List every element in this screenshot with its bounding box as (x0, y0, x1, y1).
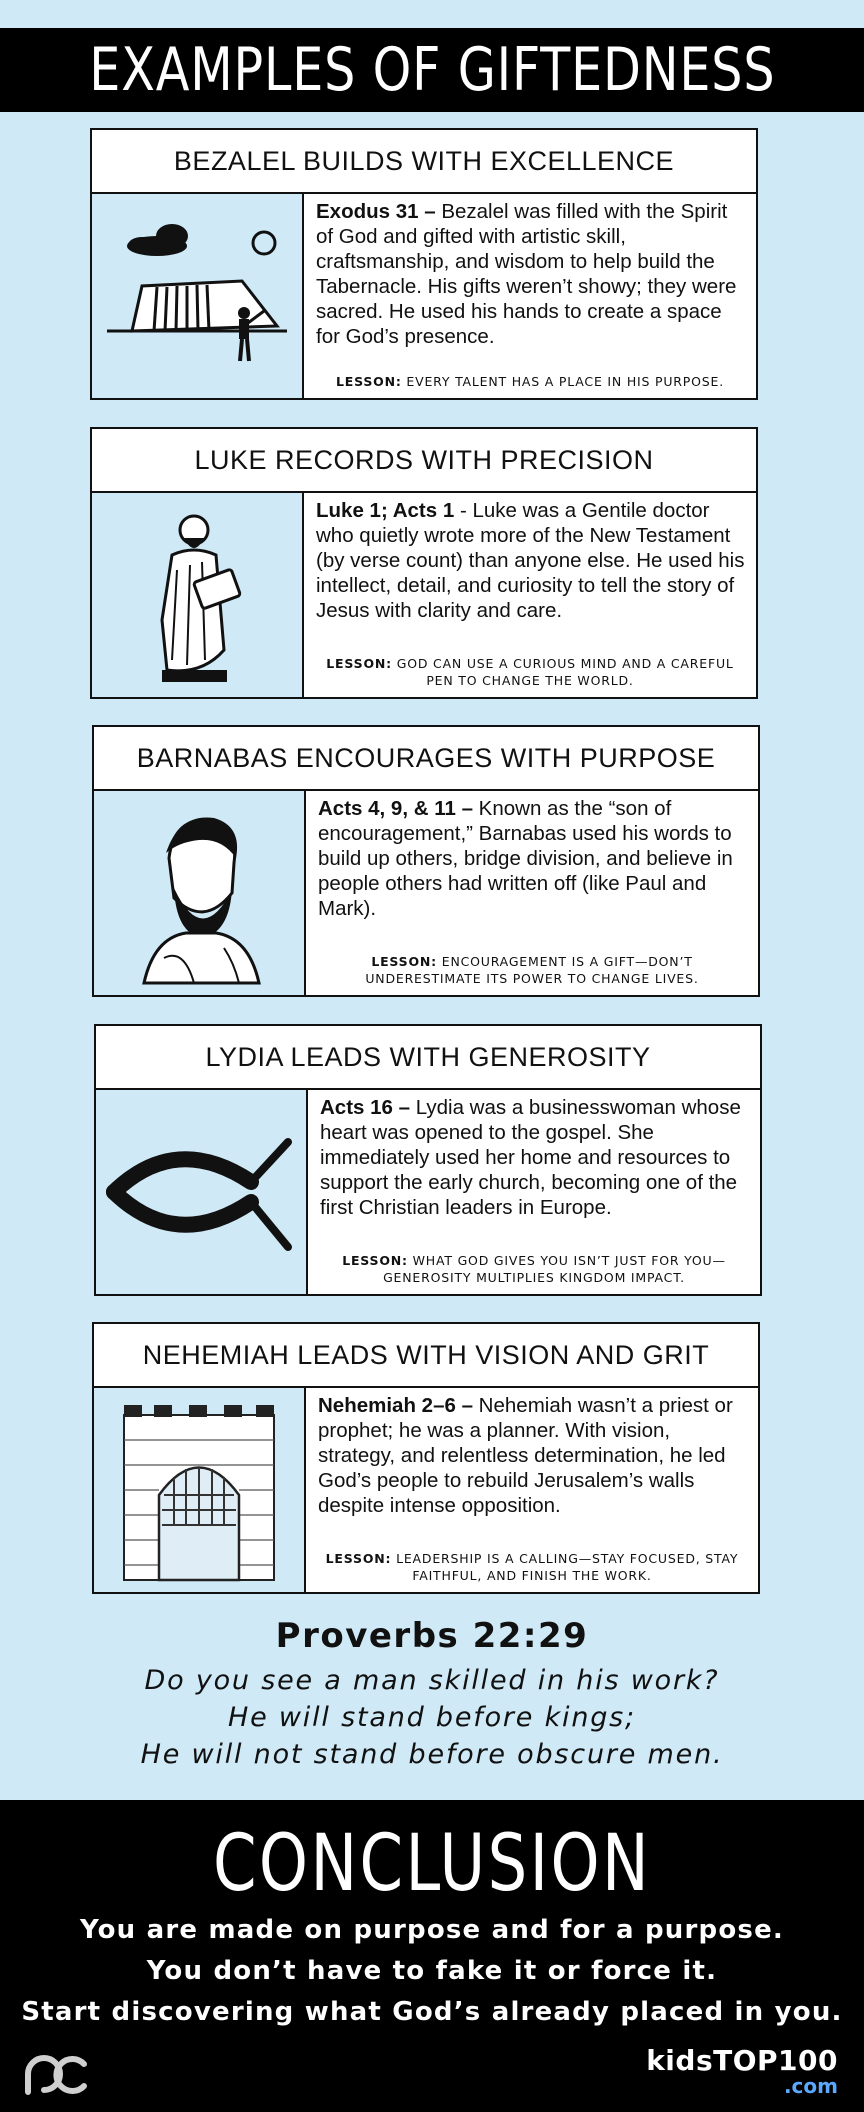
card-heading-box (92, 429, 756, 493)
title-banner (0, 28, 864, 112)
card-heading: BEZALEL BUILDS WITH EXCELLENCE (173, 145, 675, 176)
card-heading-box (96, 1026, 760, 1090)
card-bezalel (90, 128, 758, 400)
card-heading-box (94, 1324, 758, 1388)
lesson-text: ENCOURAGEMENT IS A GIFT—DON’T UNDERESTIMATE ITS POWER TO CHANGE LIVES. (365, 954, 699, 986)
scripture-reference: Luke 1; Acts 1 (316, 499, 455, 522)
scripture-reference: Acts 16 – (320, 1096, 411, 1119)
card-body (306, 1090, 760, 1294)
verse-line: He will not stand before obscure men. (140, 1739, 724, 1770)
card-description: Nehemiah wasn’t a priest or prophet; he was a planner. With vision, strategy, and relentless determination, he led God’s people to rebuild Jerusalem’s walls despite intense opposition. (318, 1394, 733, 1517)
ichthys-fish-icon (96, 1090, 306, 1294)
conclusion-line: Start discovering what God’s already placed in you. (21, 1997, 843, 2027)
card-heading: NEHEMIAH LEADS WITH VISION AND GRIT (142, 1339, 710, 1370)
brand-domain: .com (783, 2074, 838, 2098)
card-heading-box (94, 727, 758, 791)
conclusion-line: You are made on purpose and for a purpose. (79, 1915, 785, 1945)
lesson-text: GOD CAN USE A CURIOUS MIND AND A CAREFUL PEN TO CHANGE THE WORLD. (391, 656, 734, 688)
conclusion-line: You don’t have to fake it or force it. (146, 1956, 718, 1986)
card-description: - Luke was a Gentile doctor who quietly wrote more of the New Testament (by verse count) than anyone else. He used his intellect, detail, and curiosity to tell the story of Jesus with clarity and care. (316, 499, 745, 622)
brand-name: kidsTOP100 (646, 2044, 838, 2077)
lesson-label: LESSON: (326, 656, 392, 671)
verse-reference: Proverbs 22:29 (275, 1616, 589, 1656)
card-heading: LYDIA LEADS WITH GENEROSITY (205, 1041, 651, 1072)
lesson-label: LESSON: (342, 1253, 408, 1268)
card-description: Lydia was a businesswoman whose heart was opened to the gospel. She immediately used her home and resources to support the early church, becoming one of the first Christian leaders in Europe. (320, 1096, 741, 1219)
lesson (314, 1550, 750, 1584)
lesson-label: LESSON: (336, 374, 402, 389)
bearded-man-bust-icon (94, 791, 304, 995)
writer-statue-icon (92, 493, 302, 697)
card-nehemiah (92, 1322, 760, 1594)
scripture-reference: Nehemiah 2–6 – (318, 1394, 473, 1417)
lesson-text: WHAT GOD GIVES YOU ISN’T JUST FOR YOU—GENEROSITY MULTIPLIES KINGDOM IMPACT. (383, 1253, 726, 1285)
lesson-text: EVERY TALENT HAS A PLACE IN HIS PURPOSE. (401, 374, 724, 389)
card-heading: LUKE RECORDS WITH PRECISION (194, 444, 654, 475)
brand-logo (646, 2046, 838, 2096)
card-body (302, 194, 756, 398)
card-heading-box (92, 130, 756, 194)
card-body (302, 493, 756, 697)
conclusion-banner (0, 1800, 864, 2112)
card-heading: BARNABAS ENCOURAGES WITH PURPOSE (136, 742, 716, 773)
card-luke (90, 427, 758, 699)
lesson (312, 373, 748, 390)
card-barnabas (92, 725, 760, 997)
page-title: EXAMPLES OF GIFTEDNESS (88, 35, 776, 105)
card-lydia (94, 1024, 762, 1296)
card-description: Bezalel was filled with the Spirit of God and gifted with artistic skill, craftsmanship, and wisdom to help build the Tabernacle. His gifts weren’t showy; they were sacred. He used his hands to create a space for God’s presence. (316, 200, 737, 348)
card-body (304, 791, 758, 995)
conclusion-title: CONCLUSION (212, 1819, 652, 1909)
card-body (304, 1388, 758, 1592)
tabernacle-builder-icon (92, 194, 302, 398)
pc-logo-icon (22, 2052, 92, 2096)
lesson-text: LEADERSHIP IS A CALLING—STAY FOCUSED, STAY FAITHFUL, AND FINISH THE WORK. (391, 1551, 739, 1583)
lesson-label: LESSON: (371, 954, 437, 969)
scripture-reference: Acts 4, 9, & 11 – (318, 797, 473, 820)
card-description: Known as the “son of encouragement,” Barnabas used his words to build up others, bridge division, and believe in people others had written off (like Paul and Mark). (318, 797, 733, 920)
verse-line: Do you see a man skilled in his work? (144, 1665, 720, 1696)
lesson-label: LESSON: (325, 1551, 392, 1566)
verse-block (0, 1616, 864, 1773)
scripture-reference: Exodus 31 – (316, 200, 436, 223)
lesson (316, 1252, 752, 1286)
stone-gate-icon (94, 1388, 304, 1592)
verse-line: He will stand before kings; (228, 1702, 636, 1733)
lesson (312, 655, 748, 689)
lesson (314, 953, 750, 987)
